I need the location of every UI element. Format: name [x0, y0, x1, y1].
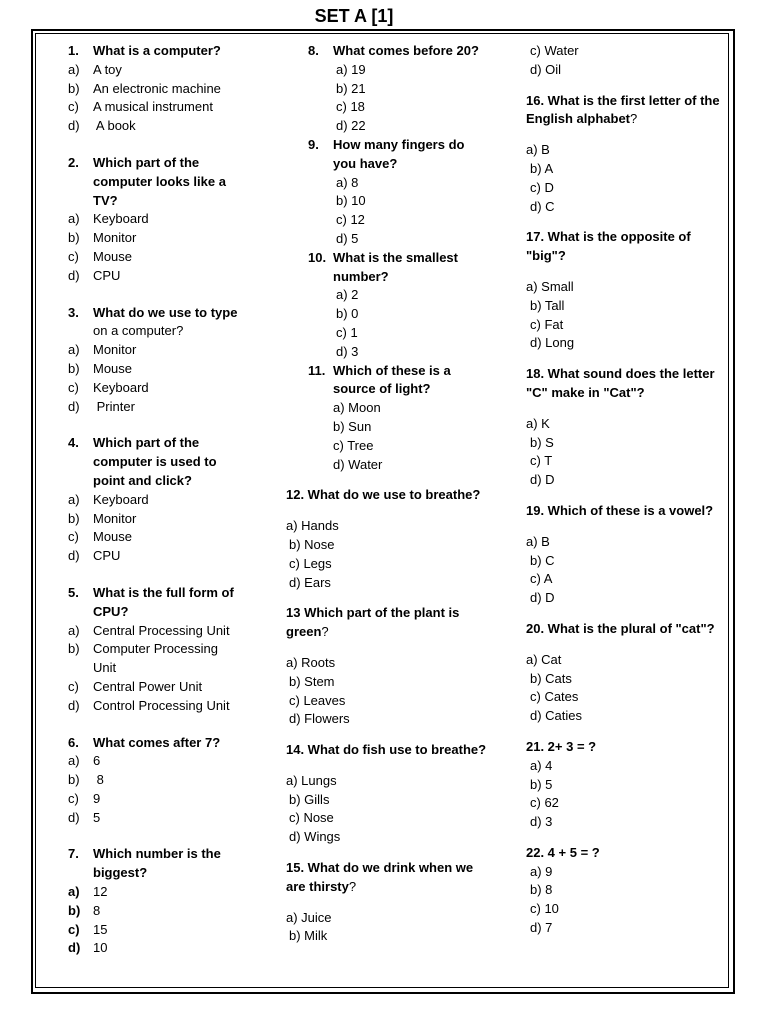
option-b: b) Gills	[289, 791, 330, 807]
question-text: How many fingers do you have?	[333, 136, 465, 171]
column-3	[526, 42, 726, 938]
question-text: What do we use to type	[93, 304, 238, 320]
question-20	[526, 620, 726, 726]
question-number: 8.	[308, 43, 319, 58]
option-a: a) Small	[526, 278, 574, 294]
question-text: 17. What is the opposite of "big"?	[526, 229, 691, 264]
option-c: c) Tree	[333, 437, 374, 453]
option-b: b) Mouse	[68, 360, 133, 376]
option-d: d) 5	[336, 230, 359, 246]
question-10	[286, 249, 496, 362]
question-text: Which number is the biggest?	[93, 846, 221, 881]
question-number: 2.	[68, 154, 79, 170]
option-b: b) Nose	[289, 536, 335, 552]
option-c: c) Legs	[289, 555, 332, 571]
option-b: b) Milk	[289, 928, 328, 944]
question-17	[526, 228, 726, 353]
option-a: a) Lungs	[286, 772, 337, 788]
option-a: a) 9	[530, 863, 553, 879]
option-c: c) D	[530, 179, 554, 195]
option-d: d) C	[530, 198, 555, 214]
option-b: b) Cats	[530, 670, 572, 686]
question-text: 14. What do fish use to breathe?	[286, 742, 487, 758]
option-b: b) 21	[336, 80, 366, 96]
option-b: b) Monitor	[68, 510, 137, 526]
option-c: c) Fat	[530, 316, 564, 332]
column-2	[286, 42, 496, 946]
option-d: d) Long	[530, 335, 575, 351]
question-3	[68, 304, 268, 417]
option-b: b) A	[530, 160, 554, 176]
option-c: c) A	[530, 571, 553, 587]
option-c: c) Central Power Unit	[68, 678, 203, 694]
question-number: 9.	[308, 136, 319, 152]
option-d: d) Control Processing Unit	[68, 697, 230, 713]
option-b: b) 8	[68, 902, 101, 918]
option-a: a) 6	[68, 753, 101, 769]
option-d: d) CPU	[68, 548, 121, 564]
option-c: c) 62	[530, 795, 559, 811]
option-a: a) Cat	[526, 651, 562, 667]
question-text: 18. What sound does the letter "C" make in "Cat"?	[526, 366, 715, 400]
question-4	[68, 434, 268, 566]
option-d: d) Ears	[289, 574, 331, 590]
option-a: a) K	[526, 415, 550, 431]
option-b: b) Tall	[530, 297, 565, 313]
option-c: c) 1	[336, 324, 358, 340]
option-d: d) 5	[68, 809, 101, 825]
option-c: c) 9	[68, 790, 101, 806]
question-21	[526, 738, 726, 832]
question-text: 20. What is the plural of "cat"?	[526, 620, 715, 636]
option-d: d) 7	[530, 920, 553, 936]
question-19	[526, 502, 726, 608]
option-a: a) B	[526, 533, 550, 549]
question-text: Which part of the computer looks like a TV?	[93, 154, 226, 208]
question-12	[286, 486, 496, 592]
question-number: 4.	[68, 435, 79, 451]
option-d: d) Caties	[530, 708, 583, 724]
option-c: c) Mouse	[68, 529, 133, 545]
option-c: c) 15	[68, 921, 108, 937]
question-text: What is the full form of CPU?	[93, 584, 234, 619]
option-d: d) D	[530, 472, 555, 488]
question-text: What comes after 7?	[93, 734, 221, 750]
question-text: 16. What is the first letter of the English alphabet	[526, 92, 720, 127]
option-a: a) B	[526, 142, 550, 158]
question-text: Which part of the computer is used to point and click?	[93, 435, 217, 488]
option-b: b) An electronic machine	[68, 80, 221, 96]
option-b: b) 8	[530, 882, 553, 898]
question-text-continued: on a computer?	[93, 323, 184, 339]
question-number: 6.	[68, 734, 79, 750]
question-number: 1.	[68, 43, 79, 58]
question-text: What is the smallest number?	[333, 249, 458, 284]
option-d: d) 3	[336, 343, 359, 359]
option-a: a) Monitor	[68, 342, 137, 358]
option-d: d) 10	[68, 940, 108, 956]
option-b: b) S	[530, 434, 554, 450]
option-d: d) CPU	[68, 267, 121, 283]
question-number: 7.	[68, 846, 79, 862]
question-number: 3.	[68, 304, 79, 320]
option-a: a) Roots	[286, 654, 336, 670]
option-a: a) Central Processing Unit	[68, 622, 230, 638]
question-15-continued	[526, 42, 726, 80]
option-c: c) Mouse	[68, 248, 133, 264]
option-c: c) Cates	[530, 689, 579, 705]
option-d: d) A book	[68, 118, 136, 134]
option-a: a) A toy	[68, 61, 122, 77]
option-d: d) 22	[336, 118, 366, 134]
question-number: 5.	[68, 584, 79, 600]
question-8	[286, 42, 496, 136]
option-d: d) Oil	[530, 61, 562, 77]
question-text: 21. 2+ 3 = ?	[526, 738, 597, 754]
option-c: c) A musical instrument	[68, 99, 213, 115]
question-16: 16. What is the first letter of the English alphabet? a) B b) A c) D d) C	[526, 92, 726, 217]
option-b: b) Sun	[333, 418, 372, 434]
option-a: a) Keyboard	[68, 491, 149, 507]
option-d: d) 3	[530, 814, 553, 830]
question-13: 13 Which part of the plant is green? a) Roots b) Stem c) Leaves d) Flowers	[286, 604, 496, 729]
question-22	[526, 844, 726, 938]
question-5	[68, 584, 268, 716]
question-text: Which of these is a source of light?	[333, 362, 451, 397]
question-text: 22. 4 + 5 = ?	[526, 844, 600, 860]
option-d: d) Flowers	[289, 711, 350, 727]
question-14	[286, 741, 496, 847]
option-a: a) 4	[530, 757, 553, 773]
option-b: b) 5	[530, 776, 553, 792]
option-b: b) Computer Processing Unit	[68, 641, 218, 676]
question-text: 15. What do we drink when we are thirsty	[286, 860, 474, 894]
question-15: 15. What do we drink when we are thirsty? a) Juice b) Milk	[286, 859, 496, 946]
option-a: a) 19	[336, 61, 366, 77]
option-d: d) D	[530, 590, 555, 606]
question-number: 10.	[308, 249, 327, 265]
question-11	[286, 362, 496, 475]
option-a: a) Keyboard	[68, 211, 149, 227]
option-b: b) Monitor	[68, 230, 137, 246]
option-b: b) 0	[336, 306, 359, 322]
option-d: d) Wings	[289, 829, 341, 845]
question-text: 19. Which of these is a vowel?	[526, 502, 714, 518]
option-c: c) Nose	[289, 810, 334, 826]
option-a: a) 2	[336, 287, 359, 303]
question-text: 13 Which part of the plant is green	[286, 605, 460, 640]
page-title: SET A [1]	[314, 6, 394, 26]
option-b: b) C	[530, 552, 555, 568]
question-1	[68, 42, 268, 136]
option-c: c) Keyboard	[68, 379, 149, 395]
option-d: d) Water	[333, 456, 383, 472]
option-c: c) T	[530, 453, 553, 469]
option-a: a) 12	[68, 884, 108, 900]
question-9	[286, 136, 496, 249]
question-6	[68, 734, 268, 828]
column-1	[68, 42, 268, 958]
question-text: What is a computer?	[93, 43, 221, 58]
question-text: What comes before 20?	[333, 43, 479, 58]
question-text: 12. What do we use to breathe?	[286, 487, 481, 503]
option-c: c) Water	[530, 43, 579, 58]
option-b: b) 8	[68, 772, 104, 788]
option-a: a) 8	[336, 174, 359, 190]
question-number: 11.	[308, 362, 326, 378]
option-b: b) 10	[336, 193, 366, 209]
option-c: c) 10	[530, 901, 559, 917]
option-a: a) Moon	[333, 400, 381, 416]
option-a: a) Juice	[286, 909, 332, 925]
option-c: c) 12	[336, 212, 365, 228]
question-18	[526, 365, 726, 490]
question-7	[68, 845, 268, 958]
question-2	[68, 154, 268, 286]
option-b: b) Stem	[289, 673, 335, 689]
option-d: d) Printer	[68, 398, 135, 414]
option-a: a) Hands	[286, 518, 339, 534]
option-c: c) 18	[336, 99, 365, 115]
option-c: c) Leaves	[289, 692, 346, 708]
